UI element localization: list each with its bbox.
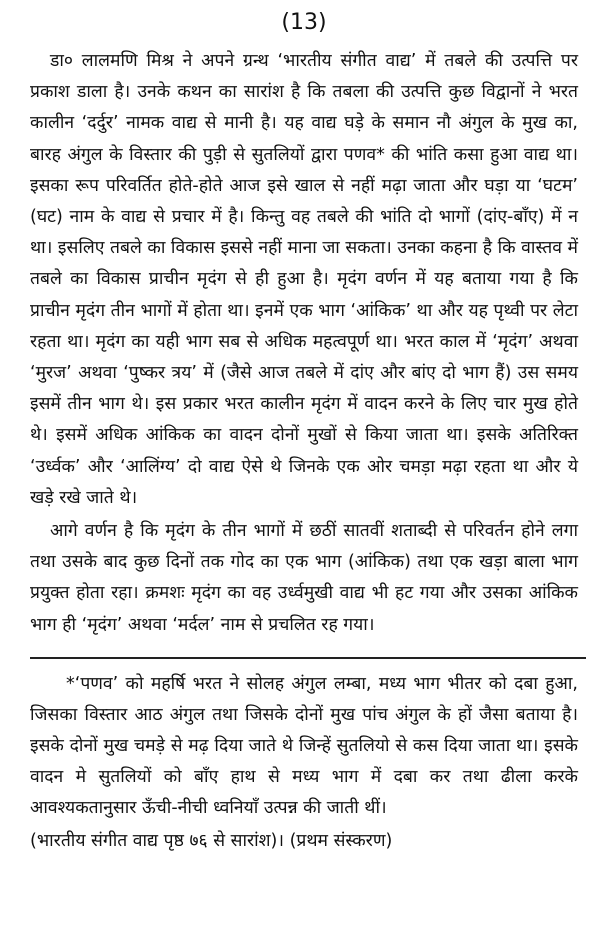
paragraph-1: डा० लालमणि मिश्र ने अपने ग्रन्थ ‘भारतीय संगीत वाद्य’ में तबले की उत्पत्ति पर प्रकाश डाला है। उनके कथन का सारांश है कि तबला की उत्पत्ति कुछ विद्वानों ने भरत कालीन ‘दर्दुर’ नामक वाद्य से मानी है। यह वाद्य घड़े के समान नौ अंगुल के मुख का, बारह अंगुल के विस्तार की पुड़ी से सुतलियों द्वारा पणव* की भांति कसा हुआ वाद्य था। इसका रूप परिवर्तित होते-होते आज इसे खाल से नहीं मढ़ा जाता और घड़ा या ‘घटम’ (घट) नाम के वाद्य से प्रचार में है। किन्तु वह तबले की भांति दो भागों (दांए-बाँए) में न था। इसलिए तबले का विकास इससे नहीं माना जा सकता। उनका कहना है कि वास्तव में तबले का विकास प्राचीन मृदंग से ही हुआ है। मृदंग वर्णन में यह बताया गया है कि प्राचीन मृदंग तीन भागों में होता था। इनमें एक भाग ‘आंकिक’ था और यह पृथ्वी पर लेटा रहता था। मृदंग का यही भाग सब से अधिक महत्वपूर्ण था। भरत काल में ‘मृदंग’ अथवा ‘मुरज’ अथवा ‘पुष्कर त्रय’ में (जैसे आज तबले में दांए और बांए दो भाग हैं) उस समय इसमें तीन भाग थे। इस प्रकार भरत कालीन मृदंग में वादन करने के लिए चार मुख होते थे। इसमें अधिक आंकिक का वादन दोनों मुखों से किया जाता था। इसके अतिरिक्त ‘उर्ध्वक’ और ‘आलिंग्य’ दो वाद्य ऐसे थे जिनके एक ओर चमड़ा मढ़ा रहता था और ये खड़े रखे जाते थे। (30, 51, 579, 508)
footnote-block (30, 669, 578, 857)
page-number: (13) (281, 10, 327, 35)
main-text (30, 46, 578, 641)
footnote-reference: (भारतीय संगीत वाद्य पृष्ठ ७६ से सारांश)। (प्रथम संस्करण) (30, 830, 393, 851)
footnote-divider (30, 657, 586, 659)
paragraph-2: आगे वर्णन है कि मृदंग के तीन भागों में छठीं सातवीं शताब्दी से परिवर्तन होने लगा तथा उसके बाद कुछ दिनों तक गोद का एक भाग (आंकिक) तथा एक खड़ा बाला भाग प्रयुक्त होता रहा। क्रमशः मृदंग का वह उर्ध्वमुखी वाद्य भी हट गया और उसका आंकिक भाग ही ‘मृदंग’ अथवा ‘मर्दल’ नाम से प्रचलित रह गया। (30, 521, 578, 635)
footnote-text: *‘पणव’ को महर्षि भरत ने सोलह अंगुल लम्बा, मध्य भाग भीतर को दबा हुआ, जिसका विस्तार आठ अंगुल तथा जिसके दोनों मुख पांच अंगुल के हों जैसा बताया है। इसके दोनों मुख चमड़े से मढ़ दिया जाते थे जिन्हें सुतलियो से कस दिया जाता था। इसके वादन मे सुतलियों को बाँए हाथ से मध्य भाग में दबा कर तथा ढीला करके आवश्यकतानुसार ऊँची-नीची ध्वनियाँ उत्पन्न की जाती थीं। (30, 673, 578, 818)
